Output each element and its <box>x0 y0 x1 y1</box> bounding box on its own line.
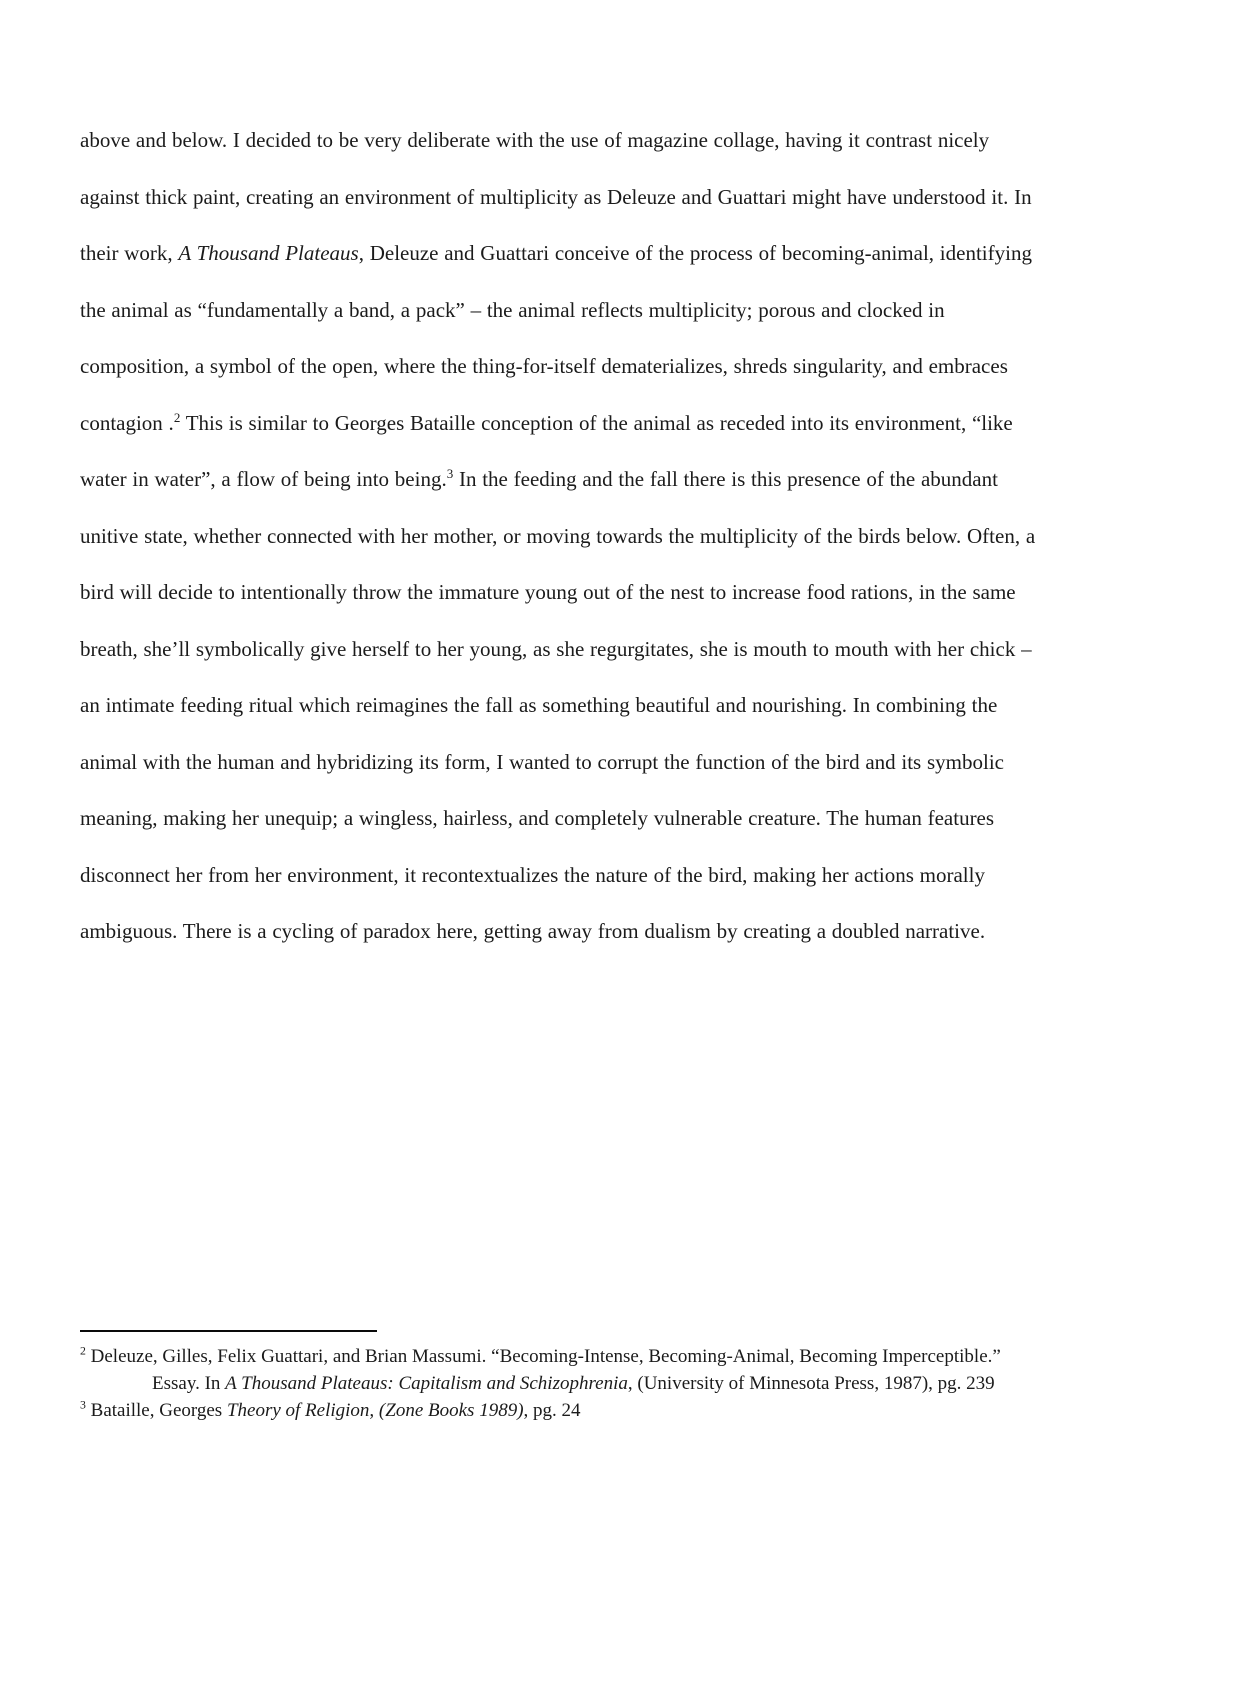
essay-body-paragraph <box>80 112 1045 960</box>
body-text-segment: above and below. I decided to be very deliberate with the use of magazine collage, having it contrast nicely against thick paint, creating an environment of multiplicity as Deleuze and Guattari might have understood it. In their work, <box>80 128 1032 265</box>
footnotes-section <box>80 1330 1045 1424</box>
footnote-reference-2: 2 <box>173 409 181 425</box>
footnote-3-text: , pg. 24 <box>523 1400 581 1421</box>
footnote-3 <box>80 1397 1045 1424</box>
footnote-3-text: Bataille, Georges <box>85 1400 227 1421</box>
footnote-reference-3: 3 <box>446 466 454 481</box>
footnote-2-book-title: A Thousand Plateaus: Capitalism and Schizophrenia <box>225 1373 628 1394</box>
footnote-separator-line <box>80 1330 377 1332</box>
footnote-3-marker: 3 <box>80 1398 86 1412</box>
body-text-segment: This is similar to Georges Bataille conception of the animal as receded into its environment, “like water in water”, a flow of being into being. <box>80 410 1013 491</box>
book-title-a-thousand-plateaus: A Thousand Plateaus <box>178 241 359 265</box>
body-text-segment: , Deleuze and Guattari conceive of the process of becoming-animal, identifying the animal as “fundamentally a band, a pack” – the animal reflects multiplicity; porous and clocked in composition, a symbol of the open, where the thing-for-itself dematerializes, shreds singularity, and embraces contagion . <box>80 241 1032 435</box>
footnote-2-text: Deleuze, Gilles, Felix Guattari, and Brian Massumi. “Becoming-Intense, Becoming-Animal, Becoming Imperceptible.” Essay. In <box>85 1346 1001 1394</box>
footnote-3-book-title: Theory of Religion, (Zone Books 1989) <box>226 1400 524 1421</box>
footnote-2-text: , (University of Minnesota Press, 1987), pg. 239 <box>627 1373 995 1394</box>
footnote-2 <box>80 1343 1045 1397</box>
footnote-2-marker: 2 <box>80 1344 86 1358</box>
body-text-segment: In the feeding and the fall there is this presence of the abundant unitive state, whether connected with her mother, or moving towards the multiplicity of the birds below. Often, a bird will decide to intentionally throw the immature young out of the nest to increase food rations, in the same breath, she’ll symbolically give herself to her young, as she regurgitates, she is mouth to mouth with her chick – an intimate feeding ritual which reimagines the fall as something beautiful and nourishing. In combining the animal with the human and hybridizing its form, I wanted to corrupt the function of the bird and its symbolic meaning, making her unequip; a wingless, hairless, and completely vulnerable creature. The human features disconnect her from her environment, it recontextualizes the nature of the bird, making her actions morally ambiguous. There is a cycling of paradox here, getting away from dualism by creating a doubled narrative. <box>80 467 1036 943</box>
